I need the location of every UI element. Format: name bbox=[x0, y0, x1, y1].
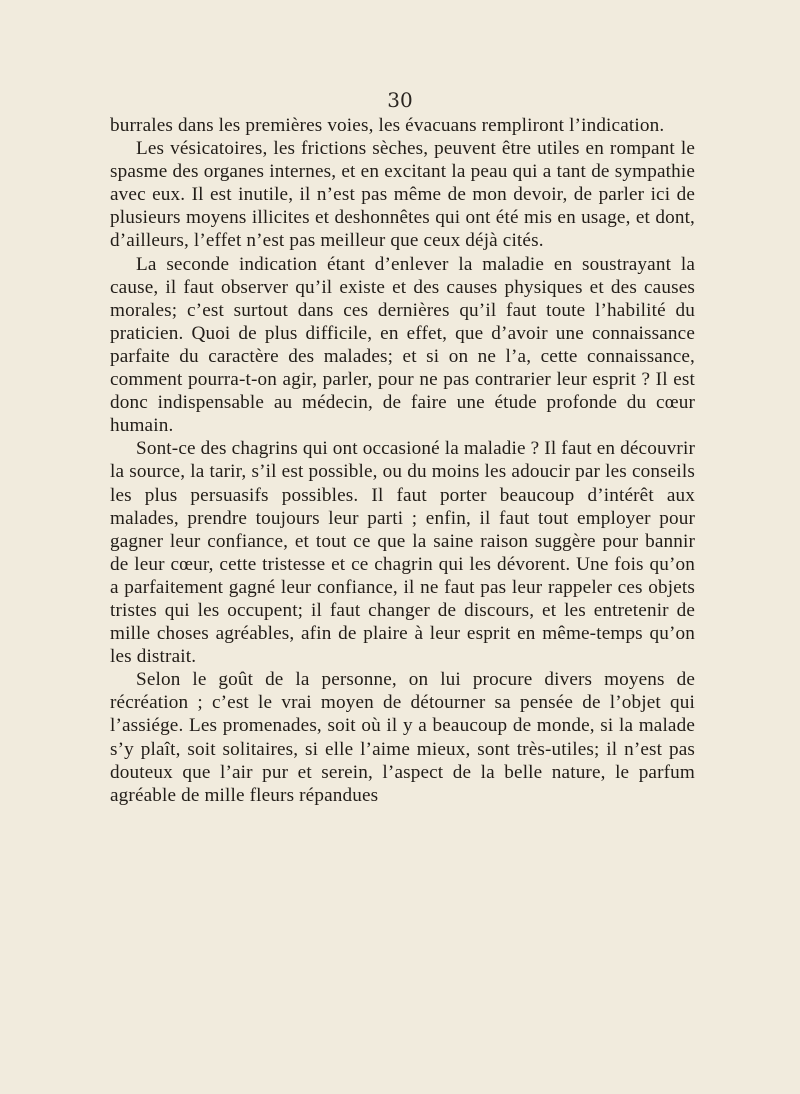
paragraph-seconde-indication: La seconde indication étant d’enlever la maladie en soustrayant la cause, il faut observer qu’il existe et des causes physiques et des causes morales; c’est surtout dans ces dernières qu’il faut toute l’habilité du praticien. Quoi de plus difficile, en effet, que d’avoir une connaissance parfaite du caractère des malades; et si on ne l’a, cette connaissance, comment pourra-t-on agir, parler, pour ne pas contrarier leur esprit ? Il est donc indispensable au médecin, de faire une étude profonde du cœur humain. bbox=[110, 253, 695, 437]
paragraph-recreation: Selon le goût de la personne, on lui procure divers moyens de récréation ; c’est le vrai moyen de détourner sa pensée de l’objet qui l’assiége. Les promenades, soit où il y a beaucoup de monde, si la malade s’y plaît, soit solitaires, si elle l’aime mieux, sont très-utiles; il n’est pas douteux que l’air pur et serein, l’aspect de la belle nature, le parfum agréable de mille fleurs répandues bbox=[110, 669, 695, 806]
page-number: 30 bbox=[387, 88, 413, 112]
paragraph-continuation: burrales dans les premières voies, les évacuans rempliront l’indication. bbox=[110, 115, 665, 136]
paragraph-chagrins: Sont-ce des chagrins qui ont occasioné la maladie ? Il faut en découvrir la source, la tarir, s’il est possible, ou du moins les adoucir par les conseils les plus persuasifs possibles. Il faut porter beaucoup d’intérêt aux malades, prendre toujours leur parti ; enfin, il faut tout employer pour gagner leur confiance, et tout ce que la saine raison suggère pour bannir de leur cœur, cette tristesse et ce chagrin qui les dévorent. Une fois qu’on a parfaitement gagné leur confiance, il ne faut pas leur rappeler ces objets tristes qui les occupent; il faut changer de discours, et les entretenir de mille choses agréables, afin de plaire à leur esprit en même-temps qu’on les distrait. bbox=[110, 438, 695, 668]
body-text bbox=[110, 114, 695, 807]
paragraph-vesicatoires: Les vésicatoires, les frictions sèches, peuvent être utiles en rompant le spasme des organes internes, et en excitant la peau qui a tant de sympathie avec eux. Il est inutile, il n’est pas même de mon devoir, de parler ici de plusieurs moyens illicites et deshonnêtes qui ont été mis en usage, et dont, d’ailleurs, l’effet n’est pas meilleur que ceux déjà cités. bbox=[110, 138, 695, 252]
